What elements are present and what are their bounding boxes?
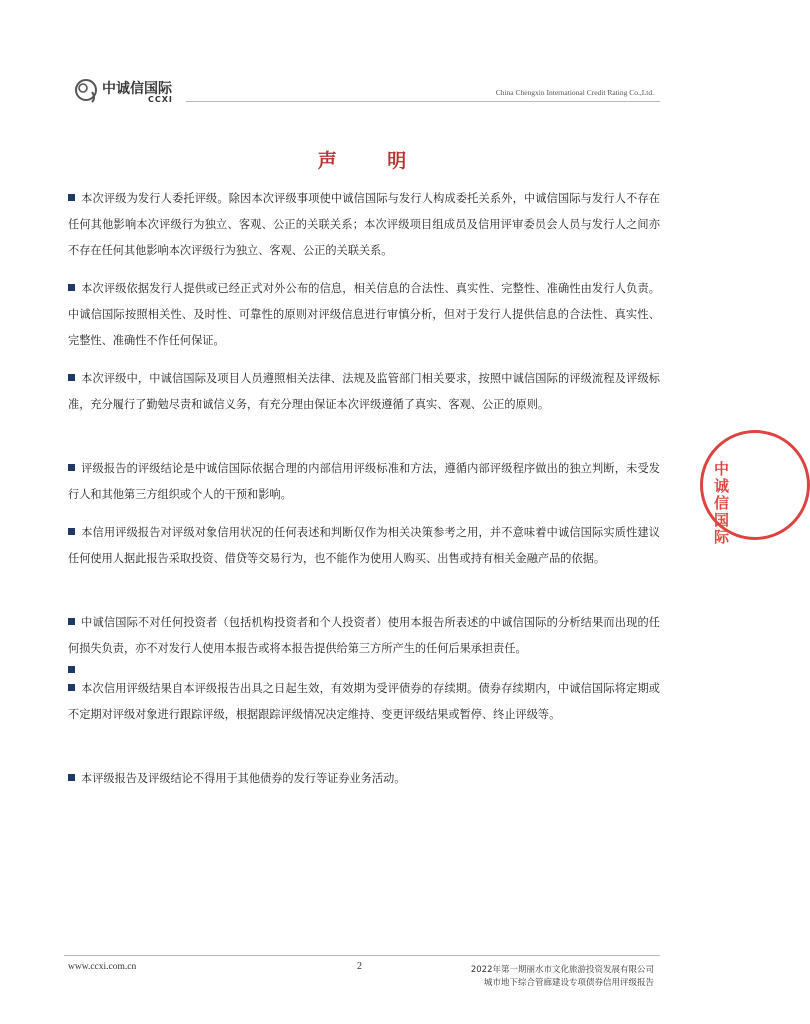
paragraph-text: 本次评级依据发行人提供或已经正式对外公布的信息，相关信息的合法性、真实性、完整性、准确性由发行人负责。中诚信国际按照相关性、及时性、可靠性的原则对评级信息进行审慎分析，但对于发行人提供信息的合法性、真实性、完整性、准确性不作任何保证。	[68, 282, 660, 347]
bullet-icon	[68, 374, 75, 381]
statement-paragraph-4	[68, 456, 660, 508]
footer-report-title-line-1: 2022年第一期丽水市文化旅游投资发展有限公司	[470, 965, 654, 975]
paragraph-text: 本信用评级报告对评级对象信用状况的任何表述和判断仅作为相关决策参考之用，并不意味着中诚信国际实质性建议任何使用人据此报告采取投资、借贷等交易行为，也不能作为使用人购买、出售或持有相关金融产品的依据。	[68, 526, 660, 565]
footer-divider	[64, 955, 660, 956]
statement-paragraph-7	[68, 676, 660, 728]
statement-paragraph-3	[68, 366, 660, 418]
bullet-icon	[68, 194, 75, 201]
company-english-name: China Chengxin International Credit Rating Co.,Ltd.	[495, 88, 654, 97]
bullet-icon	[68, 666, 75, 673]
stamp-text: 中诚信国际	[712, 461, 730, 546]
logo-english-name: CCXI	[148, 95, 173, 104]
bullet-icon	[68, 618, 75, 625]
paragraph-text: 本次信用评级结果自本评级报告出具之日起生效，有效期为受评债券的存续期。债券存续期内，中诚信国际将定期或不定期对评级对象进行跟踪评级，根据跟踪评级情况决定维持、变更评级结果或暂停、终止评级等。	[68, 682, 660, 721]
statement-paragraph-5	[68, 520, 660, 572]
statement-paragraph-2	[68, 276, 660, 354]
bullet-icon	[68, 464, 75, 471]
ccxi-logo	[72, 76, 182, 110]
elephant-logo-icon	[72, 78, 100, 104]
bullet-icon	[68, 528, 75, 535]
paragraph-text: 本次评级为发行人委托评级。除因本次评级事项使中诚信国际与发行人构成委托关系外，中诚信国际与发行人不存在任何其他影响本次评级行为独立、客观、公正的关联关系；本次评级项目组成员及信用评审委员会人员与发行人之间亦不存在任何其他影响本次评级行为独立、客观、公正的关联关系。	[68, 192, 660, 257]
footer-report-title-line-2: 城市地下综合管廊建设专项债券信用评级报告	[483, 978, 654, 988]
statement-paragraph-6	[68, 610, 660, 662]
bullet-icon	[68, 774, 75, 781]
paragraph-text: 本评级报告及评级结论不得用于其他债券的发行等证券业务活动。	[81, 772, 406, 785]
statement-paragraph-8	[68, 766, 660, 792]
header-divider	[186, 101, 660, 102]
bullet-icon	[68, 284, 75, 291]
paragraph-text: 中诚信国际不对任何投资者（包括机构投资者和个人投资者）使用本报告所表述的中诚信国际的分析结果而出现的任何损失负责，亦不对发行人使用本报告或将本报告提供给第三方所产生的任何后果承担责任。	[68, 616, 660, 655]
logo-chinese-name: 中诚信国际	[102, 81, 172, 97]
page-number: 2	[357, 961, 362, 972]
paragraph-text: 评级报告的评级结论是中诚信国际依据合理的内部信用评级标准和方法，遵循内部评级程序做出的独立判断，未受发行人和其他第三方组织或个人的干预和影响。	[68, 462, 660, 501]
company-seal-stamp	[700, 430, 810, 546]
statement-paragraph-1	[68, 186, 660, 264]
page-title: 声 明	[317, 150, 429, 172]
paragraph-text: 本次评级中，中诚信国际及项目人员遵照相关法律、法规及监管部门相关要求，按照中诚信国际的评级流程及评级标准，充分履行了勤勉尽责和诚信义务，有充分理由保证本次评级遵循了真实、客观、公正的原则。	[68, 372, 660, 411]
footer-website-url: www.ccxi.com.cn	[68, 962, 137, 972]
bullet-icon	[68, 684, 75, 691]
